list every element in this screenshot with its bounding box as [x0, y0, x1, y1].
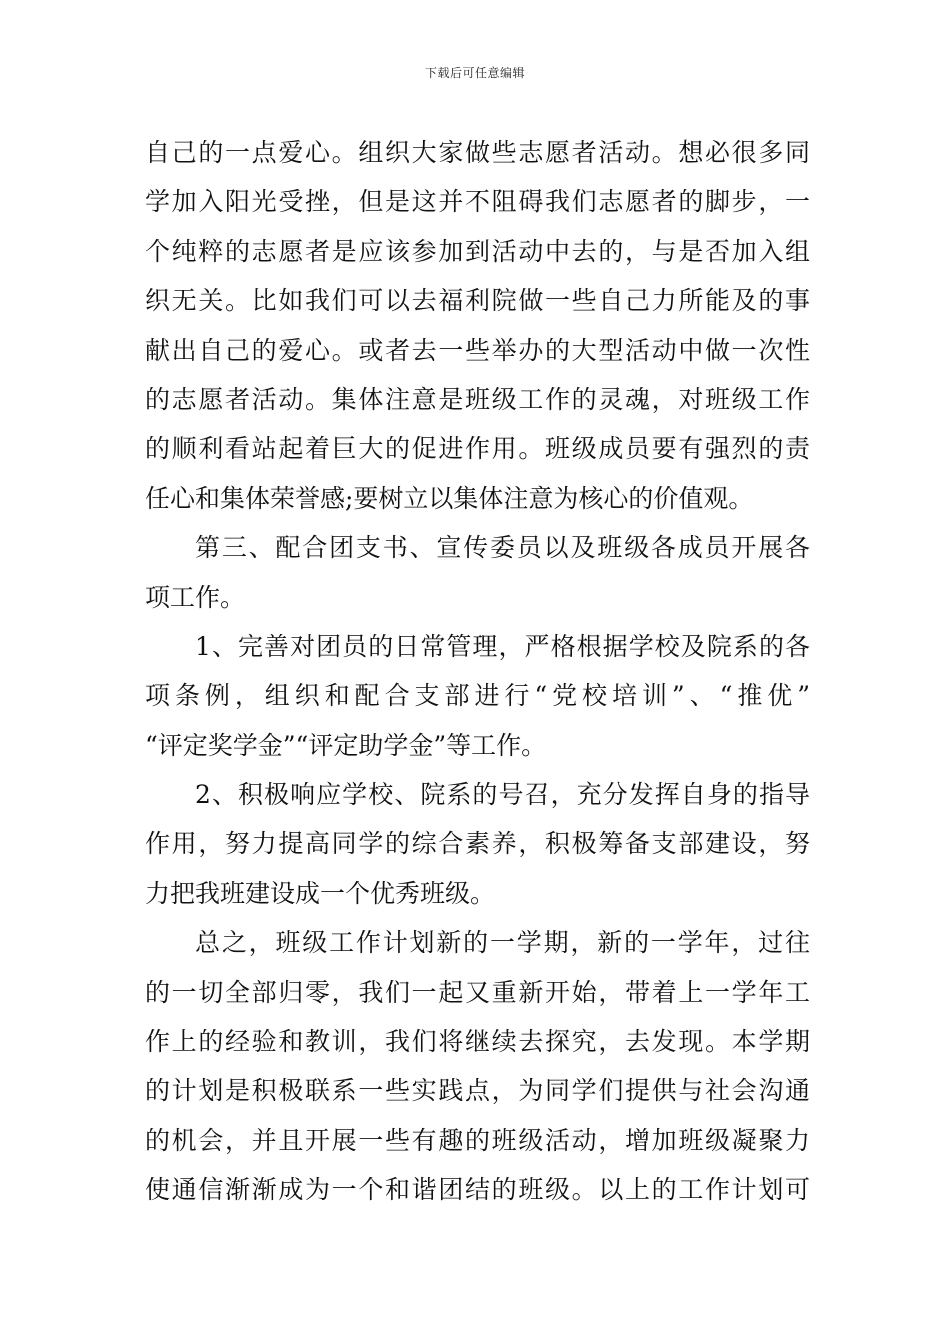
- text-line: 作上的经验和教训，我们将继续去探究，去发现。本学期: [145, 1027, 810, 1057]
- text-line: 2、积极响应学校、院系的号召，充分发挥自身的指导: [195, 780, 810, 810]
- document-body: [145, 128, 810, 1215]
- text-line: 的计划是积极联系一些实践点，为同学们提供与社会沟通: [145, 1076, 810, 1106]
- text-line: “评定奖学金”“评定助学金”等工作。: [145, 730, 547, 760]
- text-line: 学加入阳光受挫，但是这并不阻碍我们志愿者的脚步，一: [145, 187, 810, 217]
- text-line: 的机会，并且开展一些有趣的班级活动，增加班级凝聚力: [145, 1125, 810, 1155]
- text-line: 总之，班级工作计划新的一学期，新的一学年，过往: [195, 928, 810, 958]
- text-line: 献出自己的爱心。或者去一些举办的大型活动中做一次性: [145, 335, 810, 365]
- text-line: 使通信渐渐成为一个和谐团结的班级。以上的工作计划可: [145, 1175, 810, 1205]
- text-line: 第三、配合团支书、宣传委员以及班级各成员开展各: [195, 533, 810, 563]
- text-line: 力把我班建设成一个优秀班级。: [145, 878, 496, 908]
- text-line: 织无关。比如我们可以去福利院做一些自己力所能及的事: [145, 286, 810, 316]
- text-line: 的志愿者活动。集体注意是班级工作的灵魂，对班级工作: [145, 384, 810, 414]
- text-line: 自己的一点爱心。组织大家做些志愿者活动。想必很多同: [145, 138, 810, 167]
- text-line: 个纯粹的志愿者是应该参加到活动中去的，与是否加入组: [145, 236, 810, 266]
- text-line: 项条例，组织和配合支部进行“党校培训”、“推优”: [145, 681, 810, 711]
- text-line: 作用，努力提高同学的综合素养，积极筹备支部建设，努: [145, 829, 810, 859]
- text-line: 任心和集体荣誉感;要树立以集体注意为核心的价值观。: [145, 483, 754, 513]
- text-line: 1、完善对团员的日常管理，严格根据学校及院系的各: [195, 631, 810, 661]
- text-line: 项工作。: [145, 582, 246, 612]
- text-line: 的一切全部归零，我们一起又重新开始，带着上一学年工: [145, 977, 810, 1007]
- page-header: 下载后可任意编辑: [424, 66, 525, 80]
- text-line: 的顺利看站起着巨大的促进作用。班级成员要有强烈的责: [145, 434, 810, 464]
